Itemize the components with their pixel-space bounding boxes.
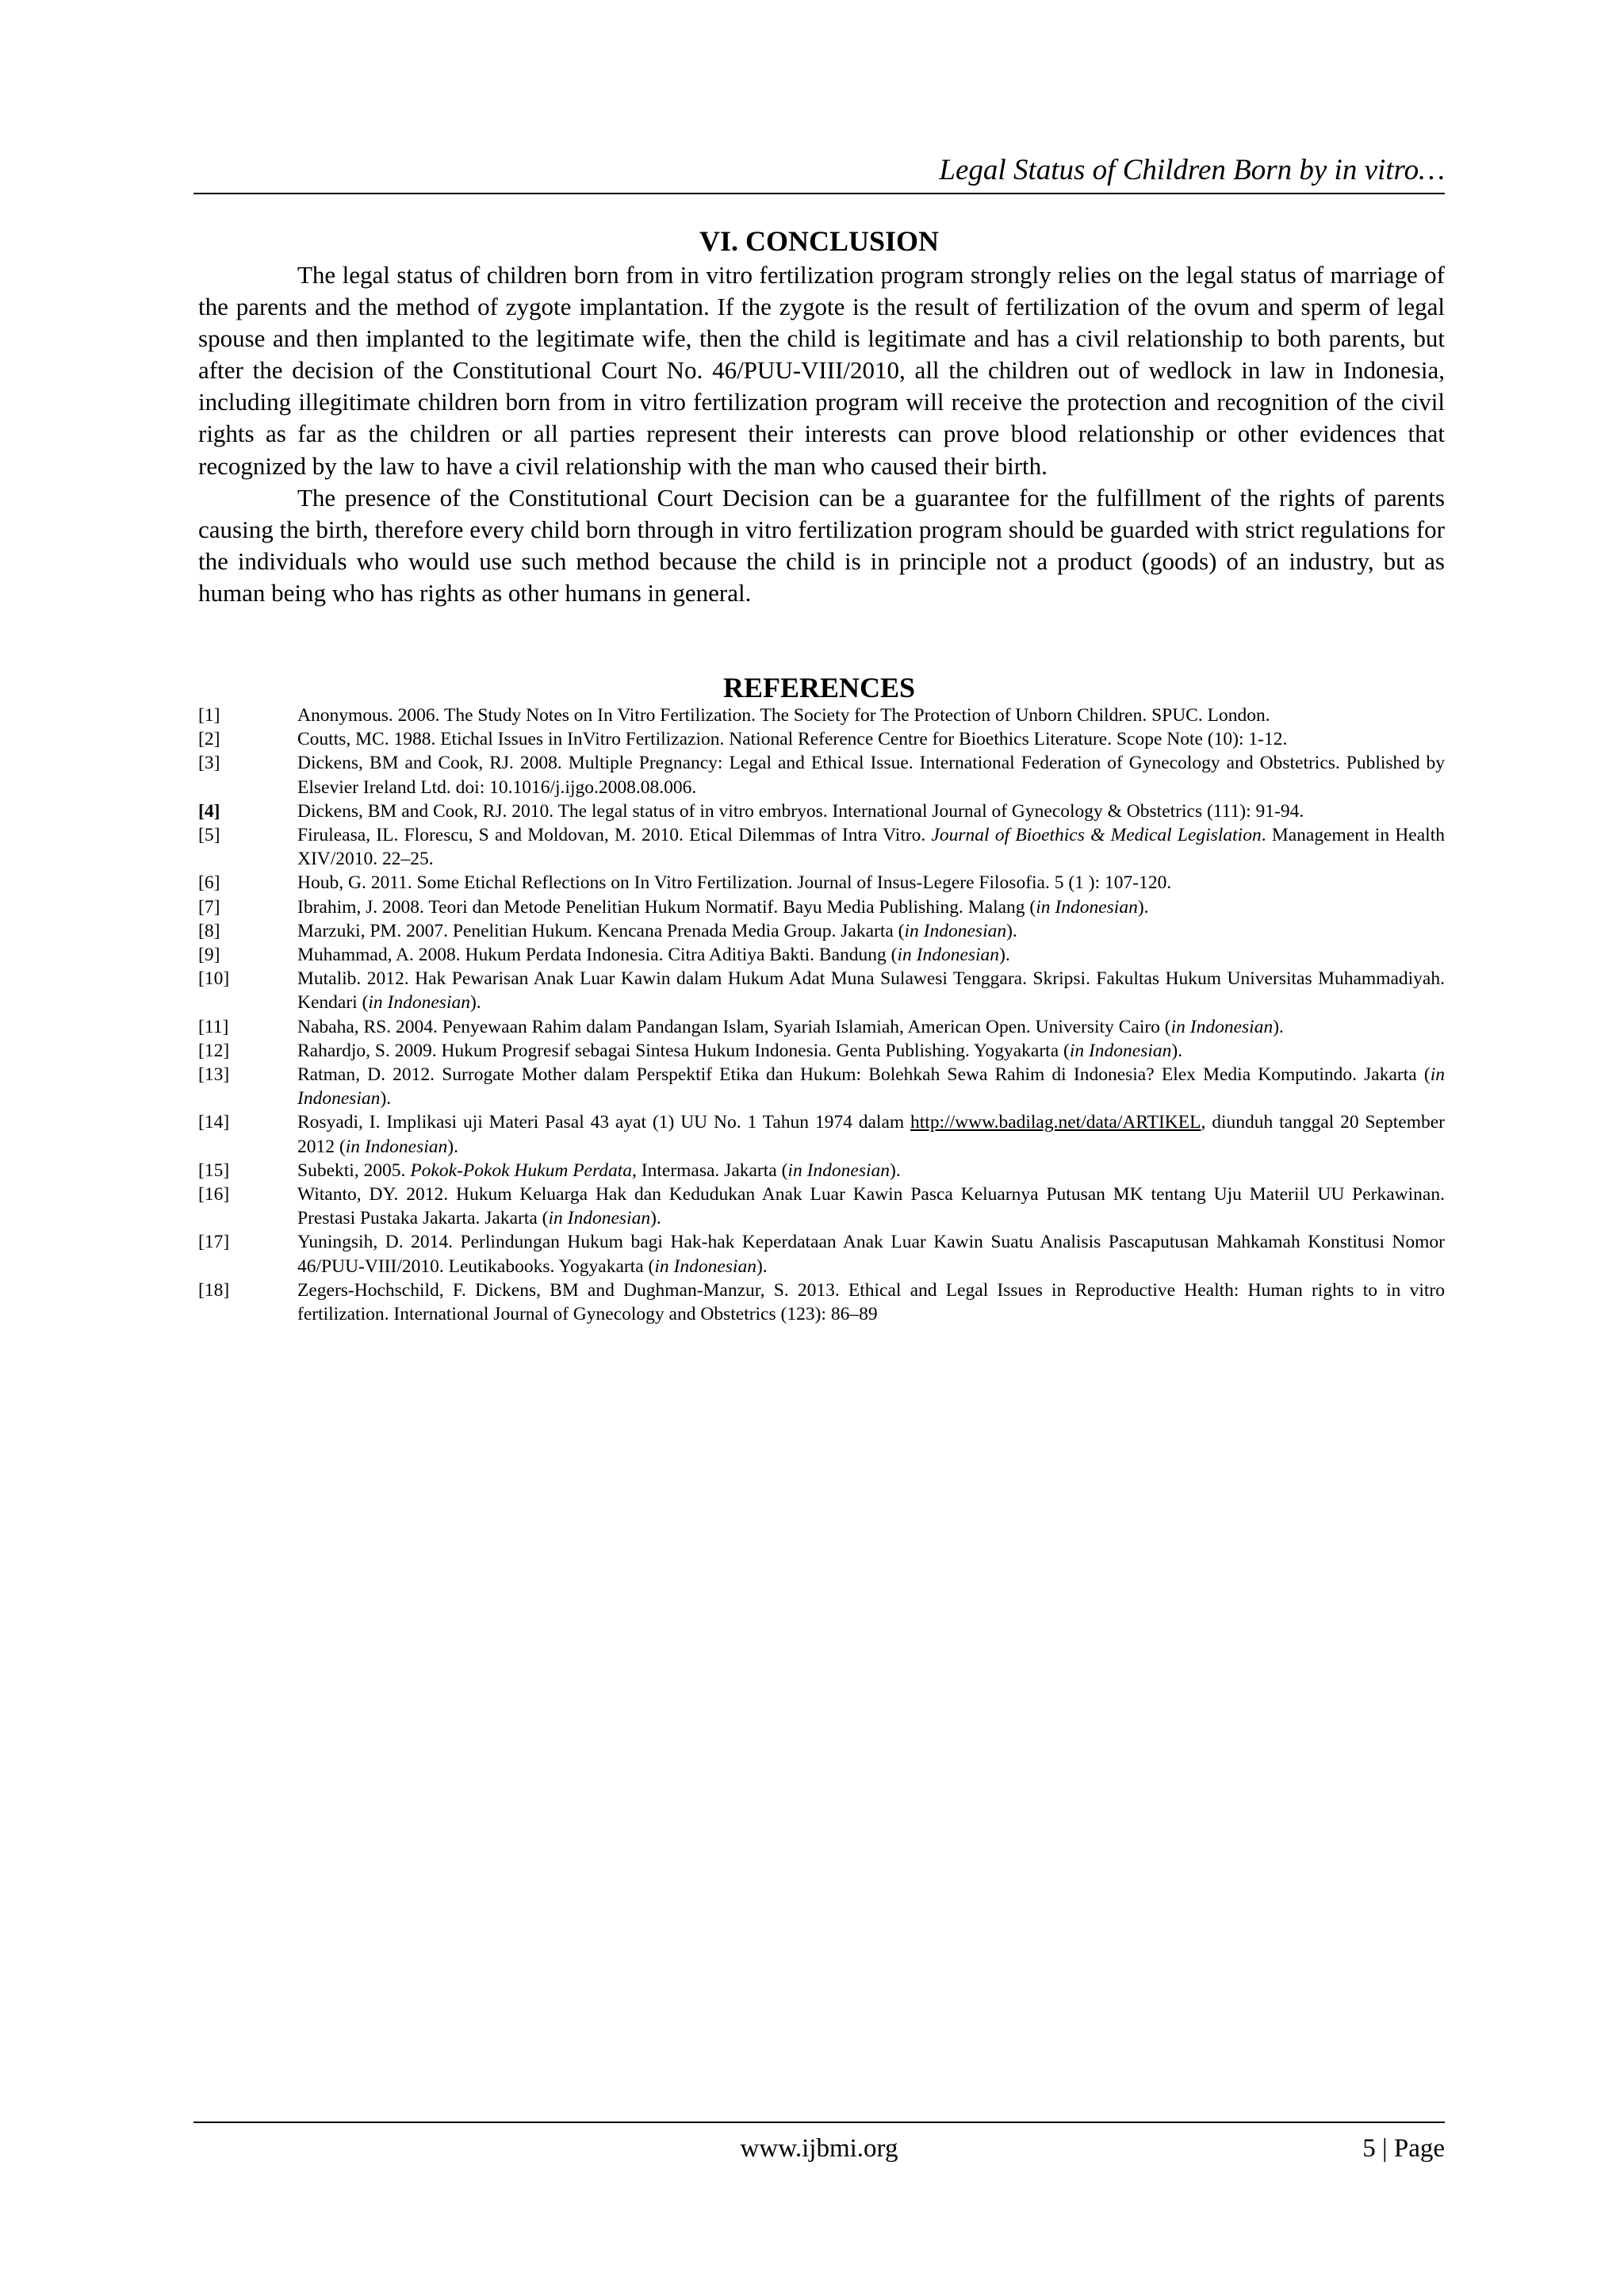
reference-text-segment: Dickens, BM and Cook, RJ. 2008. Multiple Pregnancy: Legal and Ethical Issue. International Federation of Gynecology and Obstetrics. Published by Elsevier Ireland Ltd. doi: 10.1016/j.ijgo.2008.08.006. (297, 753, 1445, 798)
reference-number: [8] (198, 920, 220, 941)
footer-page-number: 5 | Page (1362, 2134, 1445, 2163)
reference-number: [2] (198, 729, 220, 750)
reference-text-segment: ). (756, 1255, 768, 1277)
reference-text-segment: ). (469, 992, 481, 1014)
reference-item (198, 1015, 1445, 1039)
reference-text (297, 1015, 1445, 1039)
reference-number: [10] (198, 968, 230, 990)
conclusion-paragraph-1: The legal status of children born from in vitro fertilization program strongly relies on the legal status of marriage of the parents and the method of zygote implantation. If the zygote is the result of fertilization of the ovum and sperm of legal spouse and then implanted to the legitimate wife, then the child is legitimate and has a civil relationship to both parents, but after the decision of the Constitutional Court No. 46/PUU-VIII/2010, all the children out of wedlock in law in Indonesia, including illegitimate children born from in vitro fertilization program will receive the protection and recognition of the civil rights as far as the children or all parties represent their interests can prove blood relationship or other evidences that recognized by the law to have a civil relationship with the man who caused their birth. (198, 261, 1445, 480)
reference-number: [5] (198, 825, 220, 846)
reference-number: [3] (198, 753, 220, 774)
reference-text (297, 1159, 1445, 1182)
reference-italic-text: in Indonesian (1069, 1040, 1172, 1061)
reference-number: [7] (198, 896, 220, 918)
reference-item (198, 1230, 1445, 1278)
reference-text-segment: Mutalib. 2012. Hak Pewarisan Anak Luar Kawin dalam Hukum Adat Muna Sulawesi Tenggara. Skripsi. Fakultas Hukum Universitas Muhammadiyah. Kendari ( (297, 968, 1445, 1014)
reference-item (198, 823, 1445, 871)
reference-number: [16] (198, 1184, 230, 1205)
reference-text (297, 871, 1445, 895)
reference-italic-text: in Indonesian (297, 1064, 1445, 1110)
reference-number: [9] (198, 945, 220, 966)
reference-item (198, 943, 1445, 967)
reference-number: [15] (198, 1159, 230, 1181)
reference-number: [1] (198, 705, 220, 726)
reference-text-segment: ). (1273, 1016, 1284, 1037)
reference-italic-text: in Indonesian (548, 1208, 651, 1229)
reference-text (297, 1110, 1445, 1158)
reference-text-segment: , Intermasa. Jakarta ( (632, 1159, 788, 1181)
reference-item (198, 1159, 1445, 1182)
reference-text (297, 967, 1445, 1014)
reference-number: [18] (198, 1279, 230, 1301)
reference-text-segment: ). (1006, 920, 1017, 941)
reference-text (297, 1230, 1445, 1278)
conclusion-heading: VI. CONCLUSION (699, 225, 940, 257)
reference-text-segment: Witanto, DY. 2012. Hukum Keluarga Hak dan Kedudukan Anak Luar Kawin Pasca Keluarnya Putusan MK tentang Uju Materiil UU Perkawinan. Prestasi Pustaka Jakarta. Jakarta ( (297, 1184, 1445, 1229)
reference-text (297, 1182, 1445, 1230)
reference-text-segment: ). (380, 1088, 392, 1110)
reference-text (297, 727, 1445, 751)
reference-text-segment: Rahardjo, S. 2009. Hukum Progresif sebagai Sintesa Hukum Indonesia. Genta Publishing. Yogyakarta ( (297, 1040, 1070, 1061)
reference-link[interactable]: http://www.badilag.net/data/ARTIKEL (910, 1112, 1201, 1133)
reference-number: [17] (198, 1232, 230, 1253)
reference-list (198, 703, 1445, 1326)
reference-text-segment: ). (447, 1136, 458, 1157)
reference-item (198, 703, 1445, 727)
reference-text-segment: Dickens, BM and Cook, RJ. 2010. The legal status of in vitro embryos. International Journal of Gynecology & Obstetrics (111): 91-94. (297, 800, 1304, 822)
reference-text (297, 1063, 1445, 1110)
references-heading: REFERENCES (722, 672, 916, 703)
reference-text-segment: Nabaha, RS. 2004. Penyewaan Rahim dalam Pandangan Islam, Syariah Islamiah, American Open. University Cairo ( (297, 1016, 1171, 1037)
header-rule (193, 193, 1445, 194)
reference-text-segment: Firuleasa, IL. Florescu, S and Moldovan, M. 2010. Etical Dilemmas of Intra Vitro. (297, 825, 932, 846)
conclusion-body (198, 259, 1445, 609)
reference-text-segment: . Management in Health XIV/2010. 22–25. (297, 825, 1445, 870)
reference-italic-text: in Indonesian (904, 920, 1007, 941)
reference-italic-text: Journal of Bioethics & Medical Legislation (931, 825, 1262, 846)
reference-text (297, 919, 1445, 943)
reference-text-segment: Subekti, 2005. (297, 1159, 411, 1181)
footer-rule (193, 2122, 1445, 2123)
reference-italic-text: in Indonesian (654, 1255, 756, 1277)
conclusion-paragraph-2: The presence of the Constitutional Court Decision can be a guarantee for the fulfillment of the rights of parents causing the birth, therefore every child born through in vitro fertilization program should be guarded with strict regulations for the individuals who would use such method because the child is in principle not a product (goods) of an industry, but as human being who has rights as other humans in general. (198, 483, 1445, 607)
reference-number: [11] (198, 1016, 229, 1037)
reference-italic-text: in Indonesian (1036, 896, 1138, 918)
reference-text (297, 799, 1445, 823)
reference-text (297, 895, 1445, 919)
reference-item (198, 919, 1445, 943)
reference-text-segment: ). (1171, 1040, 1183, 1061)
reference-item (198, 1278, 1445, 1326)
reference-number: [14] (198, 1112, 230, 1133)
reference-text-segment: Houb, G. 2011. Some Etichal Reflections on In Vitro Fertilization. Journal of Insus-Legere Filosofia. 5 (1 ): 107-120. (297, 872, 1172, 894)
reference-text-segment: ). (890, 1159, 901, 1181)
reference-italic-text: in Indonesian (787, 1159, 891, 1181)
reference-text-segment: ). (650, 1208, 661, 1229)
reference-text (297, 751, 1445, 799)
reference-item (198, 1063, 1445, 1110)
reference-item (198, 1182, 1445, 1230)
reference-text-segment: Anonymous. 2006. The Study Notes on In Vitro Fertilization. The Society for The Protection of Unborn Children. SPUC. London. (297, 705, 1270, 726)
reference-text (297, 703, 1445, 727)
reference-item (198, 895, 1445, 919)
reference-text-segment: Ibrahim, J. 2008. Teori dan Metode Penelitian Hukum Normatif. Bayu Media Publishing. Malang ( (297, 896, 1036, 918)
reference-item (198, 871, 1445, 895)
reference-italic-text: in Indonesian (345, 1136, 448, 1157)
reference-italic-text: in Indonesian (368, 992, 470, 1014)
reference-item (198, 1110, 1445, 1158)
reference-text-segment: ). (1137, 896, 1149, 918)
reference-text (297, 943, 1445, 967)
reference-text (297, 1039, 1445, 1063)
footer-journal-url: www.ijbmi.org (740, 2134, 898, 2163)
reference-italic-text: Pokok-Pokok Hukum Perdata (410, 1159, 633, 1181)
reference-item (198, 967, 1445, 1014)
reference-text (297, 823, 1445, 871)
reference-item (198, 751, 1445, 799)
reference-number: [6] (198, 872, 220, 894)
reference-text (297, 1278, 1445, 1326)
reference-number: [4] (198, 800, 220, 822)
reference-item (198, 727, 1445, 751)
reference-item (198, 799, 1445, 823)
reference-text-segment: Coutts, MC. 1988. Etichal Issues in InVitro Fertilizazion. National Reference Centre for Bioethics Literature. Scope Note (10): 1-12. (297, 729, 1288, 750)
reference-text-segment: , diunduh tanggal 20 September 2012 ( (297, 1112, 1445, 1157)
reference-number: [12] (198, 1040, 230, 1061)
reference-text-segment: Ratman, D. 2012. Surrogate Mother dalam Perspektif Etika dan Hukum: Bolehkah Sewa Rahim di Indonesia? Elex Media Komputindo. Jakarta ( (297, 1064, 1431, 1086)
reference-italic-text: in Indonesian (1170, 1016, 1274, 1037)
reference-text-segment: Rosyadi, I. Implikasi uji Materi Pasal 43 ayat (1) UU No. 1 Tahun 1974 dalam (297, 1112, 911, 1133)
reference-text-segment: Marzuki, PM. 2007. Penelitian Hukum. Kencana Prenada Media Group. Jakarta ( (297, 920, 905, 941)
reference-italic-text: in Indonesian (897, 945, 1000, 966)
running-header-title: Legal Status of Children Born by in vitro… (939, 154, 1445, 186)
reference-number: [13] (198, 1064, 230, 1086)
reference-item (198, 1039, 1445, 1063)
reference-text-segment: Muhammad, A. 2008. Hukum Perdata Indonesia. Citra Aditiya Bakti. Bandung ( (297, 945, 898, 966)
reference-text-segment: Zegers-Hochschild, F. Dickens, BM and Dughman-Manzur, S. 2013. Ethical and Legal Issues in Reproductive Health: Human rights to in vitro fertilization. International Journal of Gynecology and Obstetrics (123): 86–89 (297, 1279, 1445, 1325)
reference-text-segment: ). (999, 945, 1010, 966)
reference-text-segment: Yuningsih, D. 2014. Perlindungan Hukum bagi Hak-hak Keperdataan Anak Luar Kawin Suatu Analisis Pascaputusan Mahkamah Konstitusi Nomor 46/PUU-VIII/2010. Leutikabooks. Yogyakarta ( (297, 1232, 1445, 1277)
